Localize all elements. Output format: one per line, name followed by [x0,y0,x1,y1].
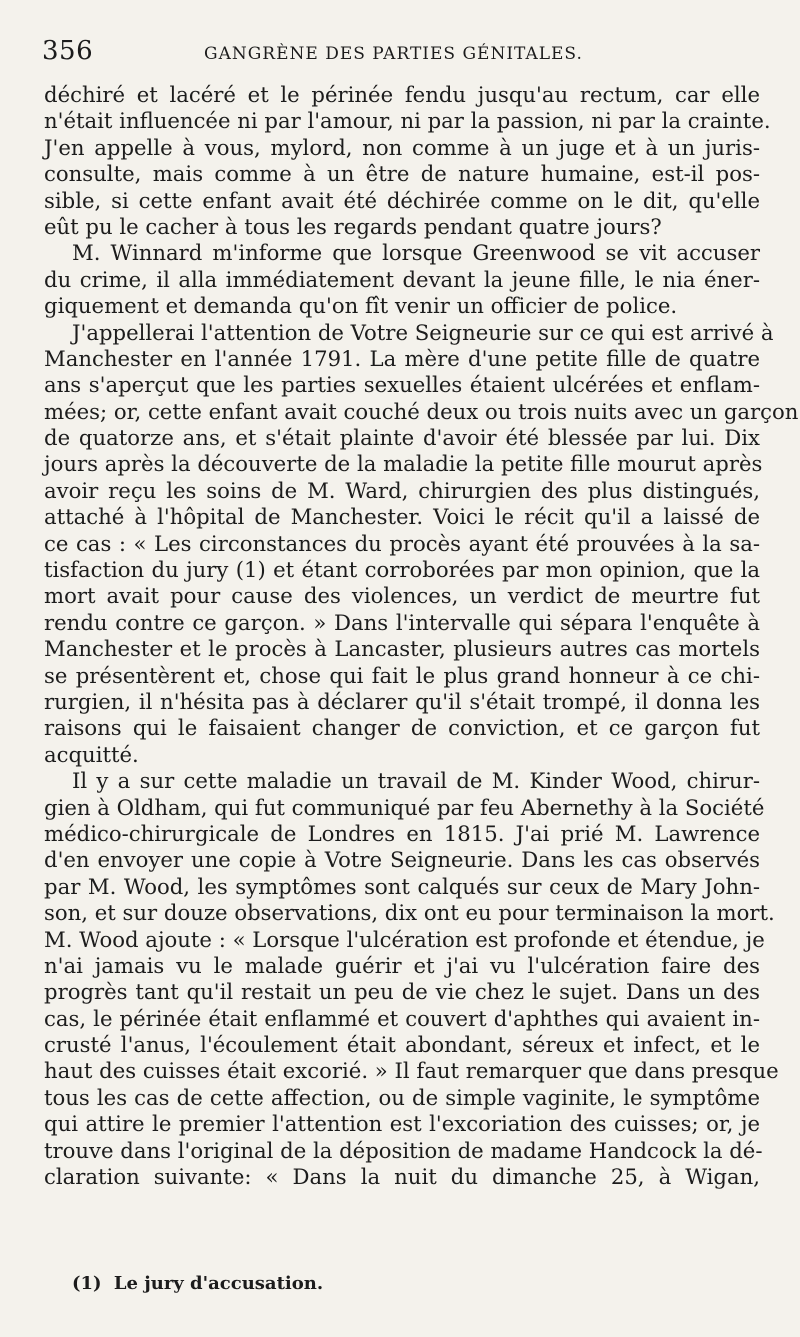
text-line: du crime, il alla immédiatement devant la jeune fille, le nia éner- [44,266,760,292]
text-line: haut des cuisses était excorié. » Il faut remarquer que dans presque [44,1058,779,1084]
text-line: progrès tant qu'il restait un peu de vie chez le sujet. Dans un des [44,979,760,1005]
text-line: raisons qui le faisaient changer de conviction, et ce garçon fut [44,715,760,741]
text-line: J'en appelle à vous, mylord, non comme à un juge et à un juris- [44,134,760,160]
text-line: Manchester en l'année 1791. La mère d'une petite fille de quatre [44,345,760,371]
text-line: ce cas : « Les circonstances du procès ayant été prouvées à la sa- [44,530,760,556]
footnote-text: Le jury d'accusation. [113,1273,324,1294]
text-line: Manchester et le procès à Lancaster, plusieurs autres cas mortels [44,636,760,662]
text-line: attaché à l'hôpital de Manchester. Voici le récit qu'il a laissé de [44,504,760,530]
text-line: M. Winnard m'informe que lorsque Greenwood se vit accuser [72,240,760,266]
text-line: rendu contre ce garçon. » Dans l'intervalle qui sépara l'enquête à [44,609,760,635]
text-line: Il y a sur cette maladie un travail de M. Kinder Wood, chirur- [72,768,760,794]
footnote-marker: (1) [72,1273,102,1294]
text-line: tous les cas de cette affection, ou de simple vaginite, le symptôme [44,1084,760,1110]
page-header [42,34,762,70]
text-line: giquement et demanda qu'on fît venir un officier de police. [44,293,678,319]
text-line: sible, si cette enfant avait été déchirée comme on le dit, qu'elle [44,187,760,213]
text-line: qui attire le premier l'attention est l'excoriation des cuisses; or, je [44,1111,760,1137]
text-line: n'ai jamais vu le malade guérir et j'ai vu l'ulcération faire des [44,952,760,978]
text-line: déchiré et lacéré et le périnée fendu jusqu'au rectum, car elle [44,82,760,107]
text-line: gien à Oldham, qui fut communiqué par feu Abernethy à la Société [44,794,765,820]
text-line: claration suivante: « Dans la nuit du dimanche 25, à Wigan, [44,1164,760,1190]
text-line: par M. Wood, les symptômes sont calqués sur ceux de Mary John- [44,873,760,899]
text-line: mées; or, cette enfant avait couché deux ou trois nuits avec un garçon [44,398,799,424]
text-line: médico-chirurgicale de Londres en 1815. J'ai prié M. Lawrence [44,820,760,846]
text-line: eût pu le cacher à tous les regards pendant quatre jours? [44,213,662,239]
text-line: son, et sur douze observations, dix ont eu pour terminaison la mort. [44,900,775,926]
text-line: trouve dans l'original de la déposition de madame Handcock la dé- [44,1137,763,1163]
page-number: 356 [42,36,94,66]
text-line: acquitté. [44,741,139,767]
text-line: M. Wood ajoute : « Lorsque l'ulcération est profonde et étendue, je [44,926,765,952]
text-line: d'en envoyer une copie à Votre Seigneurie. Dans les cas observés [44,847,760,873]
text-line: tisfaction du jury (1) et étant corroborées par mon opinion, que la [44,557,760,583]
footnote [72,1273,323,1294]
text-line: jours après la découverte de la maladie la petite fille mourut après [44,451,763,477]
text-line: cas, le périnée était enflammé et couvert d'aphthes qui avaient in- [44,1005,760,1031]
text-line: J'appellerai l'attention de Votre Seigneurie sur ce qui est arrivé à [72,319,774,345]
text-line: se présentèrent et, chose qui fait le plus grand honneur à ce chi- [44,662,760,688]
text-line: consulte, mais comme à un être de nature humaine, est-il pos- [44,161,760,187]
running-title: GANGRÈNE DES PARTIES GÉNITALES. [204,44,583,64]
text-line: ans s'aperçut que les parties sexuelles étaient ulcérées et enflam- [44,372,760,398]
text-line: de quatorze ans, et s'était plainte d'avoir été blessée par lui. Dix [44,425,760,451]
text-line: n'était influencée ni par l'amour, ni par la passion, ni par la crainte. [44,108,771,134]
text-line: avoir reçu les soins de M. Ward, chirurgien des plus distingués, [44,477,760,503]
text-line: mort avait pour cause des violences, un verdict de meurtre fut [44,583,760,609]
text-line: rurgien, il n'hésita pas à déclarer qu'il s'était trompé, il donna les [44,688,760,714]
body-text [44,82,799,1190]
text-line: crusté l'anus, l'écoulement était abondant, séreux et infect, et le [44,1032,760,1058]
